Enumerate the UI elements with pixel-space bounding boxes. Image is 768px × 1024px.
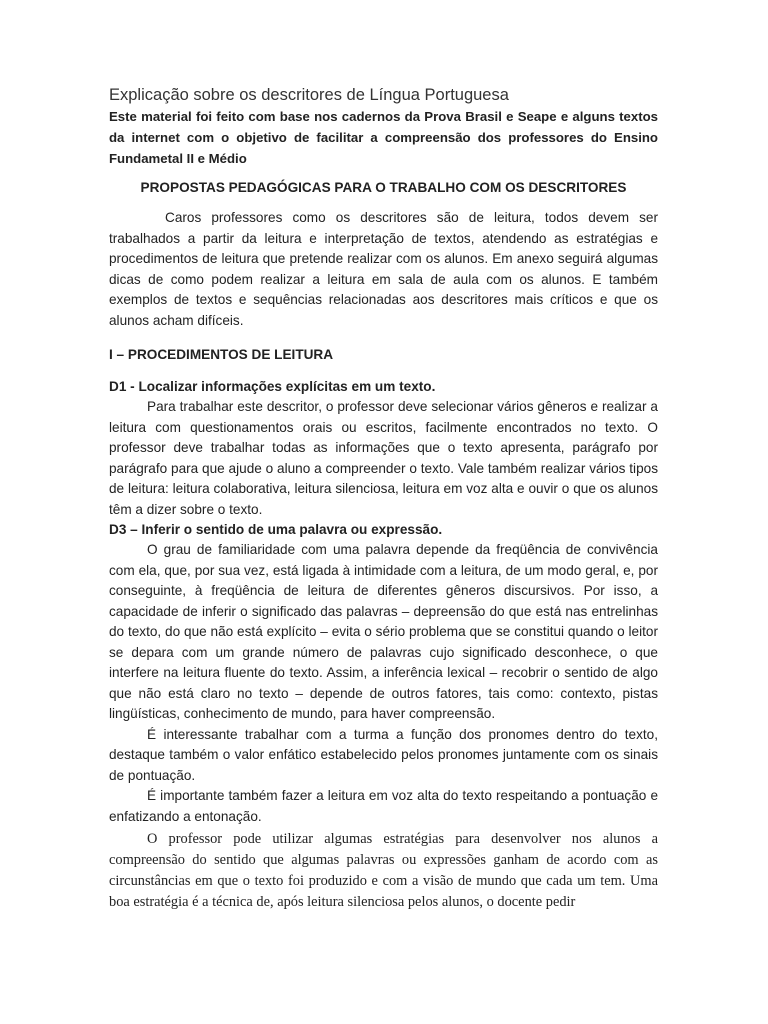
d3-paragraph-3: É importante também fazer a leitura em voz alta do texto respeitando a pontuação e enfatizando a entonação.: [109, 788, 658, 824]
document-page: [109, 84, 658, 913]
opening-paragraph: Caros professores como os descritores são de leitura, todos devem ser trabalhados a partir da leitura e interpretação de textos, atendendo as estratégias e procedimentos de leitura que pretende realizar com os alunos. Em anexo seguirá algumas dicas de como podem realizar a leitura em sala de aula com os alunos. E também exemplos de textos e sequências relacionadas aos descritores mais críticos e que os alunos acham difíceis.: [109, 210, 658, 328]
d1-heading: D1 - Localizar informações explícitas em um texto.: [109, 379, 436, 394]
d3-heading: D3 – Inferir o sentido de uma palavra ou expressão.: [109, 522, 443, 537]
part-heading: I – PROCEDIMENTOS DE LEITURA: [109, 347, 334, 362]
section-heading: PROPOSTAS PEDAGÓGICAS PARA O TRABALHO COM OS DESCRITORES: [140, 180, 627, 195]
d3-paragraph-1: O grau de familiaridade com uma palavra depende da freqüência de convivência com ela, que, por sua vez, está ligada à intimidade com a leitura, de um modo geral, e, por conseguinte, à freqüência de leitura de diferentes gêneros discursivos. Por isso, a capacidade de inferir o significado das palavras – depreensão do que está nas entrelinhas do texto, do que não está explícito – evita o sério problema que se constitui quando o leitor se depara com um grande número de palavras cujo significado desconhece, o que interfere na leitura fluente do texto. Assim, a inferência lexical – recobrir o sentido de algo que não está claro no texto – depende de outros fatores, tais como: contexto, pistas lingüísticas, conhecimento de mundo, para haver compreensão.: [109, 542, 658, 721]
d1-paragraph: Para trabalhar este descritor, o professor deve selecionar vários gêneros e realizar a leitura com questionamentos orais ou escritos, facilmente encontrados no texto. O professor deve trabalhar todas as informações que o texto apresenta, parágrafo por parágrafo para que ajude o aluno a compreender o texto. Vale também realizar vários tipos de leitura: leitura colaborativa, leitura silenciosa, leitura em voz alta e ouvir o que os alunos têm a dizer sobre o texto.: [109, 399, 658, 517]
d3-paragraph-2: É interessante trabalhar com a turma a função dos pronomes dentro do texto, destaque também o valor enfático estabelecido pelos pronomes juntamente com os sinais de pontuação.: [109, 726, 658, 783]
d3-paragraph-4: O professor pode utilizar algumas estratégias para desenvolver nos alunos a compreensão do sentido que algumas palavras ou expressões ganham de acordo com as circunstâncias em que o texto foi produzido e com a visão de mundo que cada um tem. Uma boa estratégia é a técnica de, após leitura silenciosa pelos alunos, o docente pedir: [109, 831, 658, 910]
intro-note: Este material foi feito com base nos cadernos da Prova Brasil e Seape e alguns textos da internet com o objetivo de facilitar a compreensão dos professores do Ensino Fundametal II e Médio: [109, 109, 658, 166]
document-title: Explicação sobre os descritores de Língua Portuguesa: [109, 86, 509, 104]
